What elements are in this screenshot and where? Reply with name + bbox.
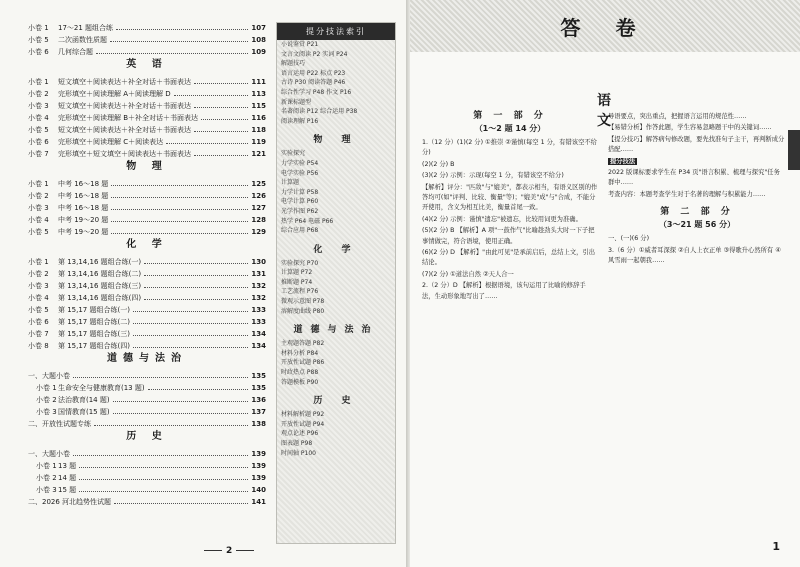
toc-page-number: 119 [251,138,266,146]
index-entry: 计算题 P72 [281,269,313,277]
toc-subsection-row[interactable] [28,416,266,428]
toc-row[interactable] [28,146,266,158]
toc-section-heading: 道德与法治 [107,353,187,364]
toc-page-number: 129 [251,228,266,236]
toc-entry-title: 第 13,14,16 题组合练(三) [58,282,142,290]
answer-paragraph: 考查内容：本题考查学生对于名著的理解与积累能力…… [608,190,766,198]
toc-row[interactable] [28,458,266,470]
toc-row[interactable] [28,134,266,146]
answer-paragraph: (6)(2 分) D 【解析】"由此可见"是承前启后，总结上文，引出结论。 [422,249,596,267]
toc-entry-title: 短文填空＋阅读表达＋补全对话＋书面表达 [58,78,191,86]
answer-paragraphs-right-2 [608,168,786,200]
toc-row[interactable] [28,98,266,110]
answer-paragraphs-left [422,138,598,302]
toc-page-number: 135 [251,384,266,392]
toc-subsection-row[interactable] [28,494,266,506]
answer-paragraph: 导语要点，突出重点，把握语言运用的规范性…… [608,113,747,120]
index-entry: 推断题 P74 [281,278,313,286]
toc-volume-code: 小卷 5 [28,36,49,44]
toc-page-number: 134 [251,342,266,350]
edge-thumb-tab [788,130,800,170]
index-entry: 古诗 P30 阅读答题 P46 [281,79,346,87]
toc-leader-dots [144,275,248,276]
toc-row[interactable] [28,302,266,314]
answer-paragraphs-right [608,112,786,156]
right-page [410,0,800,567]
toc-leader-dots [111,185,248,186]
toc-page-number: 130 [251,258,266,266]
toc-row[interactable] [28,266,266,278]
part-one-title: 第 一 部 分 [473,111,547,121]
toc-leader-dots [194,155,248,156]
index-entry: 力学计算 P58 [281,188,319,196]
toc-leader-dots [79,479,248,480]
toc-volume-code: 小卷 7 [28,330,49,338]
toc-row[interactable] [28,470,266,482]
toc-page-number: 111 [251,78,266,86]
index-entry: 文言文阅读 P2 实词 P24 [281,50,348,58]
toc-volume-code: 小卷 3 [28,204,49,212]
index-entry: 语言运用 P22 标点 P23 [281,69,346,77]
toc-leader-dots [133,323,248,324]
toc-section-heading: 英 语 [126,59,168,70]
page-number-left: 2 [200,546,258,556]
index-entry: 解题技巧 [281,60,306,68]
toc-entry-title: 第 15,17 题组合练(二) [58,318,130,326]
table-of-contents [28,20,266,506]
toc-leader-dots [79,491,248,492]
toc-leader-dots [194,131,248,132]
toc-entry-title: 二次函数性质题 [58,36,107,44]
toc-row[interactable] [28,74,266,86]
toc-volume-code: 小卷 2 [28,90,49,98]
index-entry: 时间轴 P100 [281,449,316,457]
toc-volume-code: 小卷 3 [28,102,49,110]
toc-page-number: 139 [251,462,266,470]
index-group-physics [277,149,395,235]
page-number-right: 1 [772,540,780,553]
index-group-morality-law [277,339,395,387]
toc-leader-dots [144,287,248,288]
toc-leader-dots [79,467,248,468]
index-entry: 名著阅读 P12 综合运用 P38 [281,108,358,116]
toc-page-number: 136 [251,396,266,404]
toc-page-number: 118 [251,126,266,134]
toc-page-number: 139 [251,450,266,458]
toc-row[interactable] [28,380,266,392]
toc-row[interactable] [28,110,266,122]
subject-title: 语 文 [597,93,623,129]
toc-subsection-title: 二、开放性试题专练 [28,420,91,428]
toc-leader-dots [116,29,248,30]
toc-leader-dots [144,299,248,300]
toc-volume-code: 小卷 1 [28,24,49,32]
index-entry: 综合性学习 P48 作文 P16 [281,88,352,96]
toc-row[interactable] [28,44,266,56]
toc-page-number: 132 [251,294,266,302]
toc-page-number: 138 [251,420,266,428]
toc-section-heading: 物 理 [126,161,168,172]
toc-row[interactable] [28,20,266,32]
toc-entry-title: 完形填空＋阅读理解 A＋阅读理解 D [58,90,171,98]
toc-row[interactable] [28,482,266,494]
toc-entry-title: 短文填空＋阅读表达＋补全对话＋书面表达 [58,102,191,110]
index-entry: 实验探究 [281,150,306,158]
toc-page-number: 125 [251,180,266,188]
toc-leader-dots [133,347,248,348]
index-entry: 开放性试题 P86 [281,359,325,367]
answer-header-title: 答 卷 [560,15,650,40]
toc-volume-code: 小卷 1 [36,462,57,470]
toc-entry-title: 中考 19～20 题 [58,228,109,236]
toc-leader-dots [73,377,248,378]
toc-page-number: 126 [251,192,266,200]
index-entry: 时政热点 P88 [281,369,319,377]
question-three-text: 3.（6 分）①威者耳深探 ②自人上衣正单 ③得歌升心然所有 ④风雪雨一起朝我…… [608,246,781,265]
toc-leader-dots [148,389,249,390]
index-subhead-physics: 物 理 [313,135,359,146]
toc-volume-code: 小卷 2 [36,396,57,404]
index-group-history [277,410,395,458]
toc-row[interactable] [28,338,266,350]
index-entry: 电学实验 P56 [281,169,319,177]
toc-volume-code: 小卷 6 [28,138,49,146]
toc-entry-title: 中考 16～18 题 [58,180,109,188]
toc-leader-dots [133,335,248,336]
toc-leader-dots [144,263,248,264]
toc-page-number: 140 [251,486,266,494]
index-entry: 阅读理解 P16 [281,117,319,125]
technique-tag-row [608,157,786,167]
toc-page-number: 109 [251,48,266,56]
toc-row[interactable] [28,86,266,98]
index-group-chinese [277,40,395,126]
toc-entry-title: 第 13,14,16 题组合练(二) [58,270,142,278]
toc-page-number: 132 [251,282,266,290]
index-subhead-chemistry: 化 学 [313,244,359,255]
toc-page-number: 107 [251,24,266,32]
index-entry: 微观示意图 P78 [281,298,325,306]
toc-subsection-row[interactable] [28,368,266,380]
toc-page-number: 131 [251,270,266,278]
toc-row[interactable] [28,122,266,134]
toc-page-number: 141 [251,498,266,506]
toc-volume-code: 小卷 6 [28,48,49,56]
toc-page-number: 139 [251,474,266,482]
toc-subsection-title: 一、大题小卷 [28,372,70,380]
index-entry: 溶解度曲线 P80 [281,307,325,315]
toc-leader-dots [194,83,248,84]
toc-volume-code: 小卷 3 [36,486,57,494]
index-entry: 工艺流程 P76 [281,288,319,296]
toc-volume-code: 小卷 1 [28,78,49,86]
toc-row[interactable] [28,188,266,200]
index-panel-title: 提分技法索引 [277,23,395,40]
toc-volume-code: 小卷 2 [36,474,57,482]
toc-leader-dots [111,221,248,222]
toc-volume-code: 小卷 4 [28,114,49,122]
toc-leader-dots [174,95,249,96]
toc-leader-dots [111,209,248,210]
toc-entry-title: 13 题 [58,462,77,470]
index-entry: 电学计算 P60 [281,198,319,206]
answer-paragraph: 【解析】评分："匹敌"与"媲美"，都表示相当，有语义区别的作答均可(如"评判、比较、衡量"等)；"媲美"成"与"合成，不能分开使用，含义为相互比美，衡量首尾一致。 [422,183,598,212]
toc-volume-code: 小卷 4 [28,216,49,224]
technique-index-panel [276,22,396,544]
toc-row[interactable] [28,212,266,224]
toc-page-number: 135 [251,372,266,380]
toc-page-number: 128 [251,216,266,224]
toc-row[interactable] [28,404,266,416]
toc-entry-title: 生命安全与健康教育(13 题) [58,384,145,392]
answer-paragraph: (7)(2 分) ①道法自然 ②天人合一 [422,270,514,278]
toc-row[interactable] [28,254,266,266]
toc-row[interactable] [28,224,266,236]
toc-entry-title: 法治教育(14 题) [58,396,110,404]
toc-leader-dots [201,119,248,120]
index-entry: 实验探究 P70 [281,259,319,267]
toc-entry-title: 完形填空＋阅读理解 B＋补全对话＋书面表达 [58,114,199,122]
toc-leader-dots [111,197,248,198]
toc-row[interactable] [28,200,266,212]
answer-paragraph: (2)(2 分) B [422,160,455,168]
toc-entry-title: 第 15,17 题组合练(三) [58,330,130,338]
toc-volume-code: 小卷 7 [28,150,49,158]
toc-page-number: 127 [251,204,266,212]
toc-page-number: 113 [251,90,266,98]
index-entry: 图表题 P98 [281,440,313,447]
toc-volume-code: 小卷 5 [28,126,49,134]
toc-entry-title: 完形填空＋阅读理解 C＋阅读表达 [58,138,164,146]
toc-leader-dots [194,107,248,108]
toc-entry-title: 完形填空＋短文填空＋阅读表达＋书面表达 [58,150,191,158]
toc-page-number: 133 [251,306,266,314]
toc-volume-code: 小卷 1 [28,258,49,266]
index-entry: 计算题 [281,179,300,187]
toc-entry-title: 中考 16～18 题 [58,204,109,212]
index-entry: 力学实验 P54 [281,159,319,167]
answer-header-band [410,0,800,52]
toc-row[interactable] [28,290,266,302]
answer-paragraph: 【提分技巧】解答病句修改题，要先找准句子主干，再判断成分搭配…… [608,135,785,154]
toc-entry-title: 第 15,17 题组合练(四) [58,342,130,350]
toc-volume-code: 小卷 1 [28,180,49,188]
index-entry: 热学 P64 电磁 P66 [281,217,334,225]
index-entry: 综合应用 P68 [281,227,319,235]
toc-volume-code: 小卷 1 [36,384,57,392]
toc-row[interactable] [28,32,266,44]
index-entry: 光学作图 P62 [281,207,319,215]
answer-column-left [422,110,598,303]
answer-paragraph: 1.（12 分）(1)(2 分) ①推崇 ②谨慎(每空 1 分，有错该空不给分) [422,139,597,157]
question-three-heading: 一、(一)(6 分) [608,235,650,243]
toc-leader-dots [73,455,248,456]
answer-column-right [608,112,786,267]
toc-entry-title: 几何综合题 [58,48,93,56]
answer-paragraph: 2.（2 分）D 【解析】根据语境，该句运用了比喻的修辞手法，生动形象地写出了…… [422,282,586,300]
toc-entry-title: 15 题 [58,486,77,494]
toc-page-number: 133 [251,318,266,326]
toc-volume-code: 小卷 2 [28,270,49,278]
index-entry: 观点论述 P96 [281,430,319,438]
index-entry: 新课标题型 [281,98,312,106]
toc-volume-code: 小卷 5 [28,228,49,236]
toc-page-number: 121 [251,150,266,158]
toc-page-number: 116 [251,114,266,122]
toc-leader-dots [94,425,248,426]
answer-paragraph: 【易错分析】作答此题，学生容易忽略题干中的关键词…… [608,124,772,132]
toc-volume-code: 小卷 4 [28,294,49,302]
toc-volume-code: 小卷 5 [28,306,49,314]
toc-leader-dots [96,53,248,54]
toc-row[interactable] [28,314,266,326]
index-subhead-history: 历 史 [313,396,359,407]
toc-section-heading: 化 学 [126,239,168,250]
toc-volume-code: 小卷 3 [28,282,49,290]
index-entry: 小说鉴赏 P21 [281,41,319,48]
toc-leader-dots [110,41,248,42]
toc-volume-code: 小卷 3 [36,408,57,416]
index-entry: 主观题答题 P82 [281,340,325,348]
toc-row[interactable] [28,392,266,404]
toc-leader-dots [113,413,249,414]
toc-section-heading: 历 史 [126,431,168,442]
toc-entry-title: 第 13,14,16 题组合练(四) [58,294,142,302]
toc-entry-title: 中考 16～18 题 [58,192,109,200]
index-group-chemistry [277,259,395,317]
toc-entry-title: 第 15,17 题组合练(一) [58,306,130,314]
toc-volume-code: 小卷 8 [28,342,49,350]
toc-entry-title: 第 13,14,16 题组合练(一) [58,258,142,266]
toc-leader-dots [114,503,248,504]
toc-row[interactable] [28,176,266,188]
toc-page-number: 115 [251,102,266,110]
index-entry: 材料解析题 P92 [281,411,325,419]
toc-entry-title: 14 题 [58,474,77,482]
toc-entry-title: 中考 19～20 题 [58,216,109,224]
answer-paragraph: (5)(2 分) B 【解析】A 项"一鼓作气"比喻趁劲头大时一下子把事情做完，符合语境，使用正确。 [422,227,595,245]
toc-leader-dots [113,401,249,402]
index-entry: 材料分析 P84 [281,349,319,357]
toc-leader-dots [166,143,248,144]
index-subhead-morality-law: 道德与法治 [293,325,379,336]
toc-page-number: 108 [251,36,266,44]
toc-page-number: 134 [251,330,266,338]
toc-leader-dots [133,311,248,312]
part-one-subtitle: （1～2 题 14 分） [474,124,546,133]
toc-entry-title: 短文填空＋阅读表达＋补全对话＋书面表达 [58,126,191,134]
toc-page-number: 137 [251,408,266,416]
toc-subsection-title: 一、大题小卷 [28,450,70,458]
toc-row[interactable] [28,326,266,338]
answer-paragraph: (3)(2 分) 示例：示现(每空 1 分，有错该空不给分) [422,172,564,180]
toc-volume-code: 小卷 2 [28,192,49,200]
toc-subsection-title: 二、2026 河北趋势性试题 [28,498,112,506]
toc-entry-title: 17～21 题组合练 [58,24,114,32]
toc-entry-title: 国情教育(15 题) [58,408,110,416]
part-two-subtitle: （3～21 题 56 分） [658,220,736,230]
answer-paragraph: 2022 版课标要求学生在 P34 页"语言积累、梳理与探究"任务群中…… [608,169,780,187]
part-two-title: 第 二 部 分 [660,207,734,218]
toc-row[interactable] [28,278,266,290]
toc-leader-dots [111,233,248,234]
answer-paragraph: (4)(2 分) 示例：谨慎"遗忘"被遗忘，比较用词更为准确。 [422,215,582,223]
toc-volume-code: 小卷 6 [28,318,49,326]
index-entry: 答题模板 P90 [281,378,319,386]
index-entry: 开放性试题 P94 [281,420,325,428]
technique-tag: 提分技法 [610,157,636,165]
toc-subsection-row[interactable] [28,446,266,458]
